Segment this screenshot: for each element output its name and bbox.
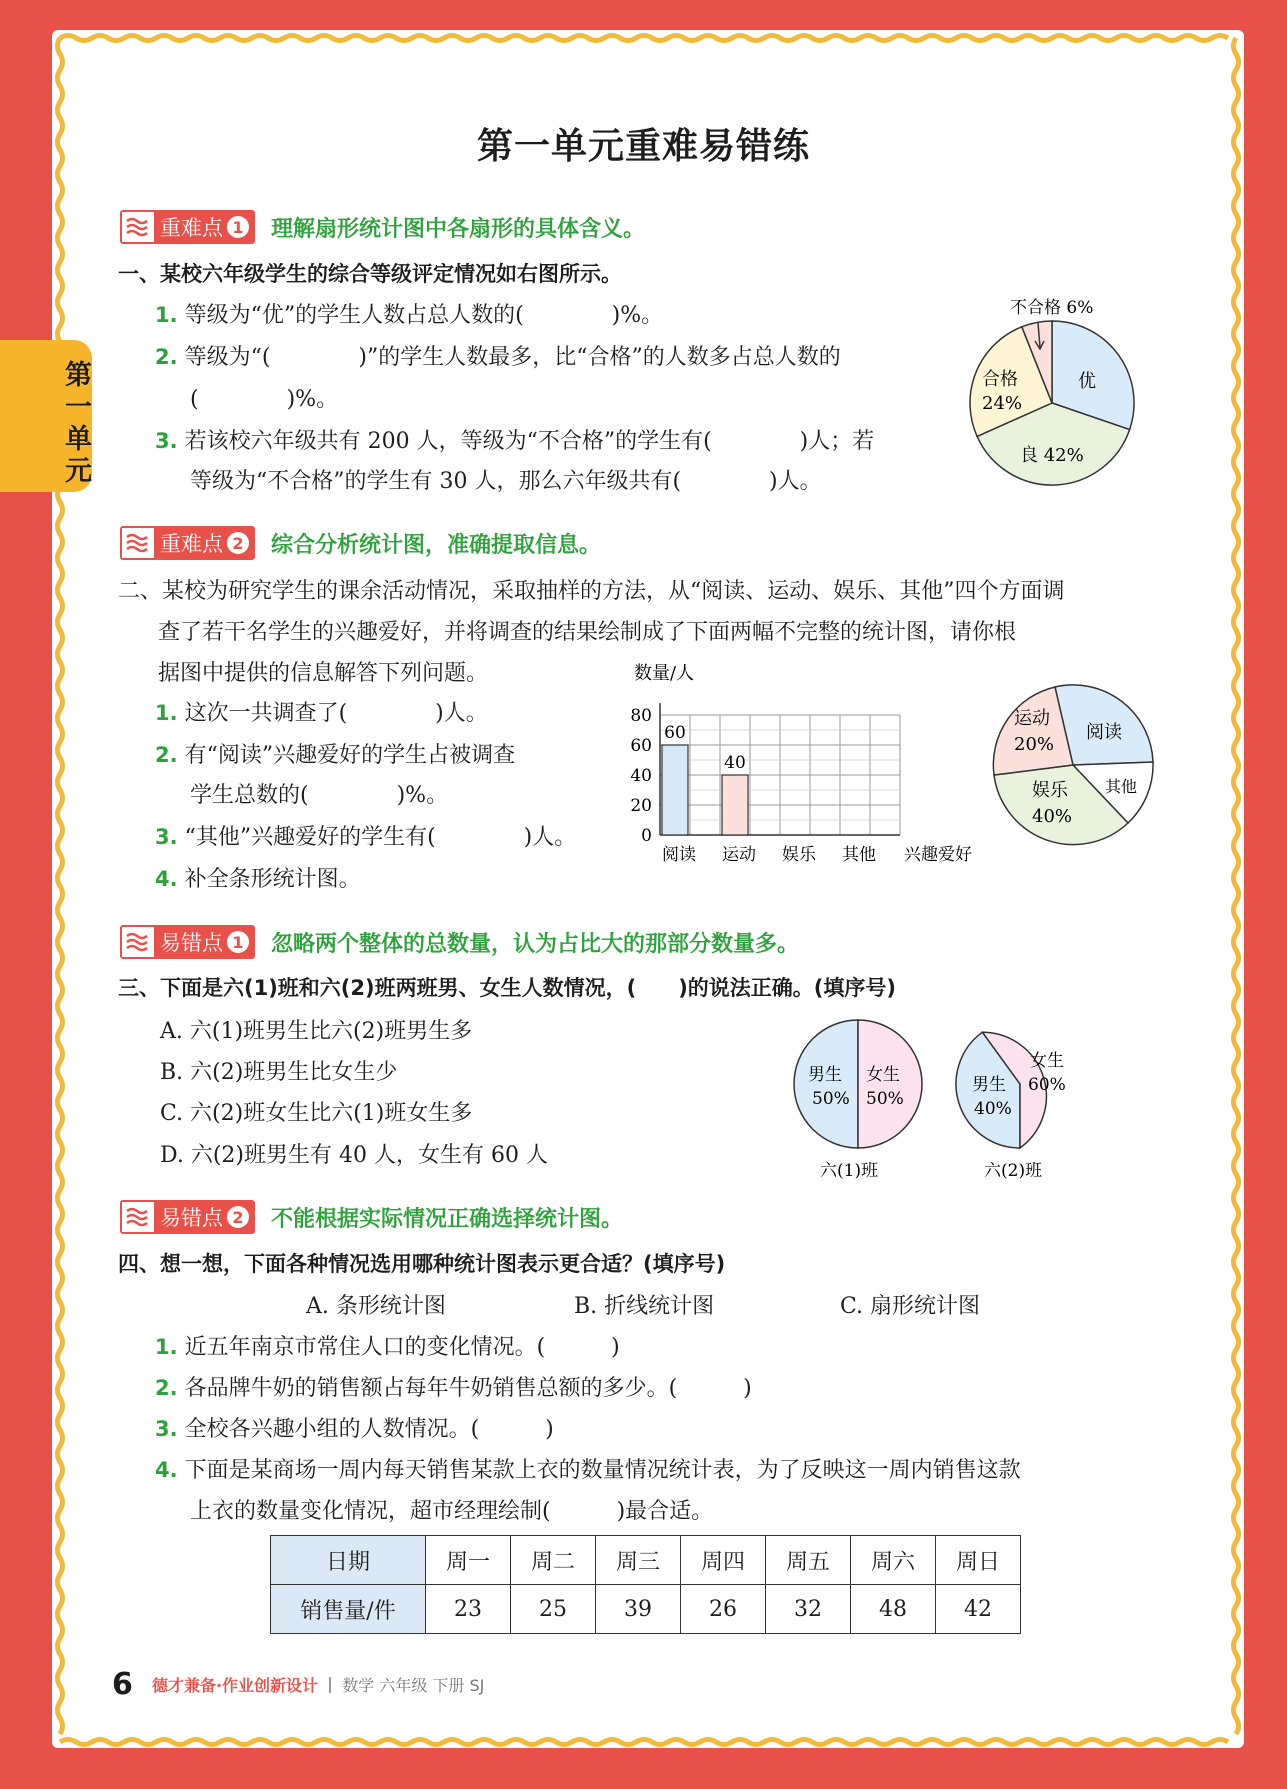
badge-label: 重难点 bbox=[160, 216, 223, 240]
badge-number: 2 bbox=[227, 532, 249, 554]
label-entertain-pct: 40% bbox=[1032, 806, 1073, 827]
item-number: 1. bbox=[155, 701, 178, 725]
badge-number: 1 bbox=[227, 931, 249, 953]
badge-label: 易错点 bbox=[160, 1206, 223, 1230]
wave-icon bbox=[122, 1202, 154, 1232]
table-header-sales: 销售量/件 bbox=[271, 1585, 426, 1634]
q2-item-3 bbox=[155, 820, 576, 851]
activity-bar-chart bbox=[620, 660, 1040, 875]
table-cell-day: 周五 bbox=[766, 1536, 851, 1585]
table-cell-value: 25 bbox=[511, 1585, 596, 1634]
section-badge bbox=[120, 925, 255, 959]
x-tick-label: 其他 bbox=[842, 845, 876, 865]
label-other: 其他 bbox=[1105, 777, 1138, 796]
class1-caption: 六(1)班 bbox=[820, 1161, 879, 1181]
item-text: 等级为“优”的学生人数占总人数的( )%。 bbox=[184, 303, 664, 328]
label-sport: 运动 bbox=[1014, 708, 1050, 729]
y-tick-label: 40 bbox=[630, 766, 652, 786]
class2-pie-chart bbox=[952, 1018, 1102, 1188]
class2-caption: 六(2)班 bbox=[984, 1161, 1043, 1181]
x-axis-label: 兴趣爱好 bbox=[904, 845, 972, 865]
table-row-dates bbox=[271, 1536, 1021, 1585]
y-axis-label: 数量/人 bbox=[634, 663, 695, 684]
q3-option-c: C. 六(2)班女生比六(1)班女生多 bbox=[160, 1101, 473, 1126]
section-heading-2 bbox=[120, 526, 601, 560]
question-1-heading: 一、某校六年级学生的综合等级评定情况如右图所示。 bbox=[118, 262, 622, 286]
badge-number: 2 bbox=[227, 1206, 249, 1228]
question-3-heading: 三、下面是六(1)班和六(2)班两班男、女生人数情况，( )的说法正确。(填序号) bbox=[118, 976, 897, 1000]
x-tick-label: 娱乐 bbox=[782, 845, 816, 865]
footer-brand: 德才兼备·作业创新设计 bbox=[151, 1676, 319, 1695]
x-tick-label: 运动 bbox=[722, 845, 756, 865]
q2-item-2 bbox=[155, 738, 515, 769]
item-text: 这次一共调查了( )人。 bbox=[184, 701, 488, 726]
table-cell-day: 周四 bbox=[681, 1536, 766, 1585]
badge-label: 易错点 bbox=[160, 931, 223, 955]
unit-tab-label: 第一单元 bbox=[60, 360, 91, 488]
x-tick-label: 阅读 bbox=[662, 845, 696, 865]
page-title: 第一单元重难易错练 bbox=[476, 126, 810, 167]
question-2-heading-line2: 查了若干名学生的兴趣爱好，并将调查的结果绘制成了下面两幅不完整的统计图，请你根 bbox=[158, 620, 1017, 645]
item-number: 1. bbox=[155, 1335, 178, 1359]
q1-item-3-cont: 等级为“不合格”的学生有 30 人，那么六年级共有( )人。 bbox=[190, 469, 822, 494]
label-boys-pct: 50% bbox=[812, 1089, 850, 1109]
item-text: 各品牌牛奶的销售额占每年牛奶销售总额的多少。( ) bbox=[184, 1376, 752, 1401]
table-cell-value: 32 bbox=[766, 1585, 851, 1634]
label-boys-pct: 40% bbox=[974, 1099, 1012, 1119]
item-number: 1. bbox=[155, 303, 178, 327]
label-buhege: 不合格 6% bbox=[1010, 298, 1094, 318]
label-boys: 男生 bbox=[808, 1065, 842, 1085]
q2-item-1 bbox=[155, 696, 488, 727]
footer-subject: 数学 六年级 下册 SJ bbox=[342, 1676, 485, 1695]
table-cell-value: 39 bbox=[596, 1585, 681, 1634]
wave-icon bbox=[122, 528, 154, 558]
section-description: 理解扇形统计图中各扇形的具体含义。 bbox=[271, 216, 646, 242]
item-text: 有“阅读”兴趣爱好的学生占被调查 bbox=[184, 743, 516, 768]
table-cell-day: 周一 bbox=[426, 1536, 511, 1585]
table-cell-value: 42 bbox=[936, 1585, 1021, 1634]
item-number: 4. bbox=[155, 1458, 178, 1482]
q4-item-1 bbox=[155, 1330, 620, 1361]
item-text: 近五年南京市常住人口的变化情况。( ) bbox=[184, 1335, 620, 1360]
label-sport-pct: 20% bbox=[1014, 734, 1055, 755]
section-heading-4 bbox=[120, 1200, 623, 1234]
label-girls-pct: 50% bbox=[866, 1089, 904, 1109]
bar bbox=[722, 775, 748, 835]
data-label: 60 bbox=[664, 723, 686, 743]
table-cell-day: 周六 bbox=[851, 1536, 936, 1585]
choice-a: A. 条形统计图 bbox=[306, 1294, 446, 1319]
unit-side-tab bbox=[0, 340, 92, 492]
table-cell-value: 48 bbox=[851, 1585, 936, 1634]
label-boys: 男生 bbox=[972, 1075, 1006, 1095]
q4-item-4-cont: 上衣的数量变化情况，超市经理绘制( )最合适。 bbox=[190, 1499, 714, 1524]
q2-item-4 bbox=[155, 862, 361, 893]
question-2-heading: 二、某校为研究学生的课余活动情况，采取抽样的方法，从“阅读、运动、娱乐、其他”四个方面调 bbox=[118, 579, 1065, 604]
section-description: 不能根据实际情况正确选择统计图。 bbox=[271, 1206, 624, 1232]
table-header-date: 日期 bbox=[271, 1536, 426, 1585]
label-girls: 女生 bbox=[866, 1065, 900, 1085]
section-description: 忽略两个整体的总数量，认为占比大的那部分数量多。 bbox=[271, 931, 800, 957]
table-row-sales bbox=[271, 1585, 1021, 1634]
wave-icon bbox=[122, 212, 154, 242]
label-girls-pct: 60% bbox=[1028, 1075, 1066, 1095]
table-cell-day: 周二 bbox=[511, 1536, 596, 1585]
y-tick-label: 20 bbox=[630, 796, 652, 816]
item-number: 3. bbox=[155, 429, 178, 453]
table-cell-value: 23 bbox=[426, 1585, 511, 1634]
y-tick-label: 80 bbox=[630, 706, 652, 726]
item-number: 3. bbox=[155, 825, 178, 849]
activity-pie-chart bbox=[988, 680, 1158, 850]
section-badge bbox=[120, 526, 255, 560]
item-number: 4. bbox=[155, 867, 178, 891]
q3-option-b: B. 六(2)班男生比女生少 bbox=[160, 1060, 398, 1085]
label-hege: 合格 bbox=[982, 369, 1018, 390]
section-badge bbox=[120, 1200, 255, 1234]
sales-table bbox=[270, 1535, 1021, 1634]
label-hege-pct: 24% bbox=[982, 393, 1023, 414]
item-number: 3. bbox=[155, 1417, 178, 1441]
footer-divider bbox=[329, 1677, 331, 1693]
q1-item-2 bbox=[155, 340, 841, 371]
q1-item-1 bbox=[155, 298, 663, 329]
q2-item-2-cont: 学生总数的( )%。 bbox=[190, 783, 449, 808]
label-entertain: 娱乐 bbox=[1032, 780, 1068, 801]
page-number: 6 bbox=[112, 1667, 133, 1702]
question-4-heading: 四、想一想，下面各种情况选用哪种统计图表示更合适？(填序号) bbox=[118, 1252, 726, 1276]
grade-pie-chart bbox=[960, 295, 1150, 505]
item-number: 2. bbox=[155, 1376, 178, 1400]
item-text: 等级为“( )”的学生人数最多，比“合格”的人数多占总人数的 bbox=[184, 345, 841, 370]
q1-item-2-cont: ( )%。 bbox=[190, 387, 339, 412]
question-2-heading-line3: 据图中提供的信息解答下列问题。 bbox=[158, 661, 489, 686]
bar bbox=[662, 745, 688, 835]
table-cell-day: 周三 bbox=[596, 1536, 681, 1585]
choice-c: C. 扇形统计图 bbox=[840, 1294, 981, 1319]
q4-item-2 bbox=[155, 1371, 752, 1402]
item-text: 全校各兴趣小组的人数情况。( ) bbox=[184, 1417, 554, 1442]
y-tick-label: 0 bbox=[641, 826, 652, 846]
badge-number: 1 bbox=[227, 216, 249, 238]
wave-icon bbox=[122, 927, 154, 957]
section-badge bbox=[120, 210, 255, 244]
chart-grid bbox=[660, 703, 900, 835]
choice-b: B. 折线统计图 bbox=[574, 1294, 715, 1319]
item-text: 下面是某商场一周内每天销售某款上衣的数量情况统计表，为了反映这一周内销售这款 bbox=[184, 1458, 1021, 1483]
section-heading-3 bbox=[120, 925, 799, 959]
class1-pie-chart bbox=[790, 1018, 940, 1188]
q4-item-3 bbox=[155, 1412, 554, 1443]
section-heading-1 bbox=[120, 210, 645, 244]
item-number: 2. bbox=[155, 743, 178, 767]
table-cell-day: 周日 bbox=[936, 1536, 1021, 1585]
label-reading: 阅读 bbox=[1086, 722, 1122, 743]
item-number: 2. bbox=[155, 345, 178, 369]
y-tick-label: 60 bbox=[630, 736, 652, 756]
item-text: 补全条形统计图。 bbox=[184, 867, 361, 892]
item-text: 若该校六年级共有 200 人，等级为“不合格”的学生有( )人；若 bbox=[184, 429, 875, 454]
q1-item-3 bbox=[155, 424, 874, 455]
q4-item-4 bbox=[155, 1453, 1021, 1484]
table-cell-value: 26 bbox=[681, 1585, 766, 1634]
page-footer bbox=[112, 1667, 484, 1702]
label-liang: 良 42% bbox=[1020, 445, 1084, 466]
label-you: 优 bbox=[1078, 371, 1096, 392]
data-label: 40 bbox=[724, 753, 746, 773]
section-description: 综合分析统计图，准确提取信息。 bbox=[271, 532, 602, 558]
item-text: “其他”兴趣爱好的学生有( )人。 bbox=[184, 825, 577, 850]
badge-label: 重难点 bbox=[160, 532, 223, 556]
q3-option-d: D. 六(2)班男生有 40 人，女生有 60 人 bbox=[160, 1143, 548, 1168]
label-girls: 女生 bbox=[1030, 1051, 1064, 1071]
q3-option-a: A. 六(1)班男生比六(2)班男生多 bbox=[160, 1019, 473, 1044]
